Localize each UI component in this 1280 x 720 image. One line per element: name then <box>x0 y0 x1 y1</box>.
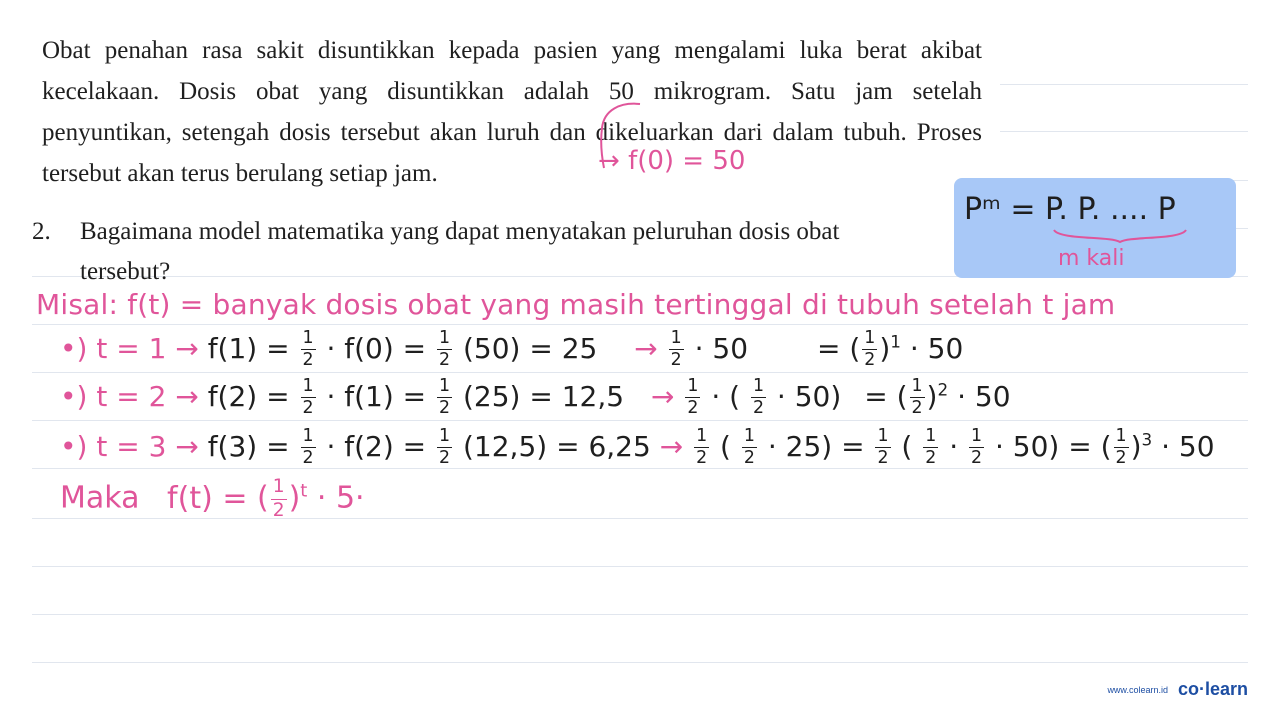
footer-branding <box>1107 679 1248 700</box>
ruled-line <box>1000 84 1248 85</box>
question-text: Bagaimana model matematika yang dapat menyatakan peluruhan dosis obat tersebut? <box>80 218 840 285</box>
bullet: •) <box>60 379 88 413</box>
work-line-2: •) t = 2 → f(2) = $\frac{1}{2}$ · f(1) = $\frac{1}{2}$ (25) = 12,5 → $\frac{1}{2}$ · ( $\frac{1}{2}$ · 50) = ( $\frac{1}{2}$ )$^2$ · 50 <box>60 376 1011 419</box>
equation: f(2) = <box>207 379 290 413</box>
bullet: •) <box>60 429 88 463</box>
conclusion-equation: f(t) = <box>167 480 248 516</box>
conclusion-label: Maka <box>60 480 140 516</box>
f0-note <box>598 146 745 176</box>
arrow-icon: → <box>175 379 199 413</box>
arrow-icon: → <box>175 429 199 463</box>
arrow-icon: → <box>598 146 620 176</box>
problem-statement <box>42 30 982 194</box>
power-formula: Pᵐ = P. P. .... P <box>964 192 1176 227</box>
fraction: $\frac{1}{2}$ <box>302 376 314 419</box>
fraction: $\frac{1}{2}$ <box>670 328 682 371</box>
problem-paragraph: Obat penahan rasa sakit disuntikkan kepada pasien yang mengalami luka berat akibat kecelakaan. Dosis obat yang disuntikkan adalah 50 mikrogram. Satu jam setelah penyuntikan, setengah dosis tersebut akan luruh dan dikeluarkan dari dalam tubuh. Proses tersebut akan terus berulang setiap jam. <box>42 37 982 187</box>
misal-line: Misal: f(t) = banyak dosis obat yang masih tertinggal di tubuh setelah t jam <box>36 288 1116 321</box>
condition: t = 2 <box>96 379 167 413</box>
fraction: $\frac{1}{2}$ <box>302 426 314 469</box>
fraction: $\frac{1}{2}$ <box>1115 426 1127 469</box>
ruled-line <box>32 420 1248 421</box>
ruled-line <box>32 662 1248 663</box>
ruled-line <box>1000 131 1248 132</box>
arrow-icon: → <box>651 379 675 413</box>
ruled-line <box>32 324 1248 325</box>
fraction: $\frac{1}{2}$ <box>439 328 451 371</box>
conclusion-line: Maka f(t) = ( $\frac{1}{2}$ )$^t$ · 5· <box>60 476 365 521</box>
fraction: $\frac{1}{2}$ <box>696 426 708 469</box>
fraction: $\frac{1}{2}$ <box>752 376 765 419</box>
footer-url: www.colearn.id <box>1107 684 1168 695</box>
question <box>32 212 932 292</box>
arrow-icon: → <box>175 331 199 365</box>
fraction: $\frac{1}{2}$ <box>971 426 983 469</box>
note-box <box>954 178 1236 278</box>
work-line-1: •) t = 1 → f(1) = $\frac{1}{2}$ · f(0) = $\frac{1}{2}$ (50) = 25 → $\frac{1}{2}$ · 50 = ( $\frac{1}{2}$ )$^1$ · 50 <box>60 328 964 371</box>
work-line-3: •) t = 3 → f(3) = $\frac{1}{2}$ · f(2) = $\frac{1}{2}$ (12,5) = 6,25 → $\frac{1}{2}$ ( $\frac{1}{2}$ · 25) = $\frac{1}{2}$ ( $\frac{1}{2}$ · $\frac{1}{2}$ · 50) = ( $\frac{1}{2}$ )$^3$ · 50 <box>60 426 1215 469</box>
fraction: $\frac{1}{2}$ <box>925 426 937 469</box>
f0-note-text: f(0) = 50 <box>628 146 746 176</box>
fraction: $\frac{1}{2}$ <box>911 376 923 419</box>
fraction: $\frac{1}{2}$ <box>877 426 889 469</box>
fraction: $\frac{1}{2}$ <box>743 426 755 469</box>
fraction: $\frac{1}{2}$ <box>439 376 451 419</box>
fraction: $\frac{1}{2}$ <box>687 376 699 419</box>
box-label: m kali <box>1058 246 1125 271</box>
ruled-line <box>32 566 1248 567</box>
condition: t = 1 <box>96 331 167 365</box>
brand-logo: co·learn <box>1177 679 1248 699</box>
condition: t = 3 <box>96 429 167 463</box>
fraction: $\frac{1}{2}$ <box>439 426 451 469</box>
ruled-line <box>32 372 1248 373</box>
arrow-icon: → <box>659 429 684 463</box>
brace-icon <box>1050 226 1190 246</box>
ruled-line <box>32 468 1248 469</box>
fraction: $\frac{1}{2}$ <box>864 328 876 371</box>
equation: f(3) = <box>207 429 290 463</box>
equation: f(1) = <box>207 331 290 365</box>
ruled-line <box>32 614 1248 615</box>
arrow-icon: → <box>634 331 658 365</box>
fraction: $\frac{1}{2}$ <box>302 328 314 371</box>
fraction: $\frac{1}{2}$ <box>272 476 285 521</box>
question-number: 2. <box>32 218 51 245</box>
bullet: •) <box>60 331 88 365</box>
